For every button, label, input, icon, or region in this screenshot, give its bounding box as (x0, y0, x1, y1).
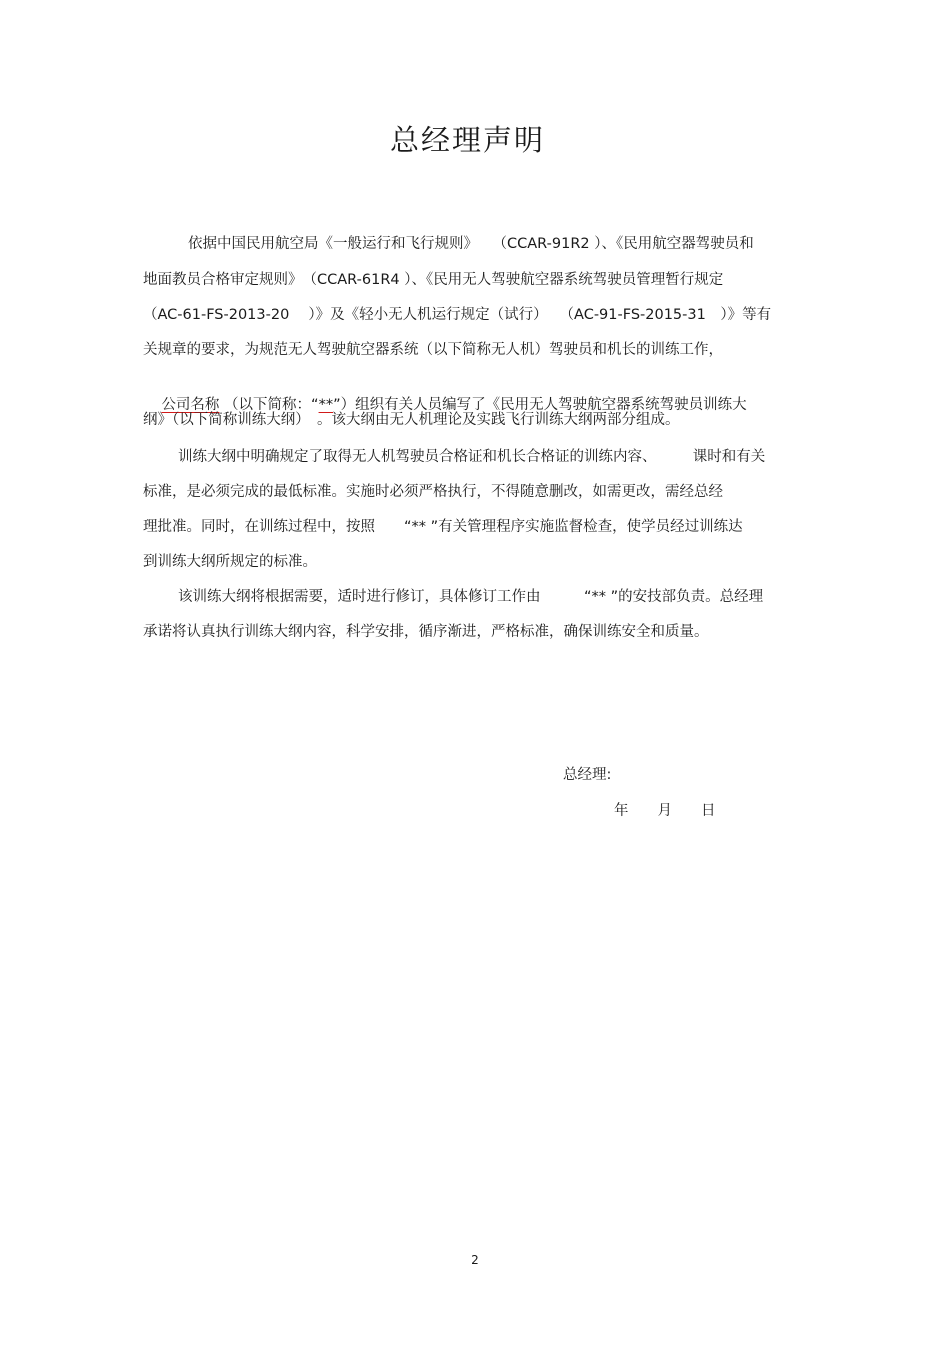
paragraph-1-line-2: 地面教员合格审定规则》 （CCAR-61R4 ）、《民用无人驾驶航空器系统驾驶员管理暂行规定 (143, 272, 724, 288)
paragraph-3-line-2: 承诺将认真执行训练大纲内容，科学安排，循序渐进，严格标准，确保训练安全和质量。 (143, 624, 709, 640)
short-name-prefix: （以下简称：“ (224, 397, 319, 413)
page-number: 2 (471, 1253, 479, 1267)
signature-label: 总经理: (563, 767, 612, 783)
paragraph-3-line-1: 该训练大纲将根据需要，适时进行修订，具体修订工作由 “** ”的安技部负责。总经理 (178, 589, 764, 605)
paragraph-1-line-6: 纲》（以下简称训练大纲） 。该大纲由无人机理论及实践飞行训练大纲两部分组成。 (143, 412, 680, 428)
paragraph-2-line-2: 标准，是必须完成的最低标准。实施时必须严格执行，不得随意删改，如需更改，需经总经 (143, 484, 723, 500)
short-name-suffix: ”）组织有关人员编写了《民用无人驾驶航空器系统驾驶员训练大 (333, 397, 747, 413)
paragraph-2-line-3: 理批准。同时，在训练过程中，按照 “** ”有关管理程序实施监督检查，使学员经过训练达 (143, 519, 743, 535)
paragraph-2-line-1: 训练大纲中明确规定了取得无人机驾驶员合格证和机长合格证的训练内容、 课时和有关 (178, 449, 766, 465)
paragraph-1-line-1: 依据中国民用航空局《一般运行和飞行规则》 （CCAR-91R2 ）、《民用航空器驾驶员和 (188, 236, 754, 252)
date-line: 年 月 日 (614, 803, 716, 819)
paragraph-1-line-4: 关规章的要求，为规范无人驾驶航空器系统（以下简称无人机）驾驶员和机长的训练工作， (143, 342, 723, 358)
page-title: 总经理声明 (389, 123, 545, 157)
company-name-placeholder: 公司名称 (161, 397, 220, 413)
paragraph-2-line-4: 到训练大纲所规定的标准。 (143, 554, 317, 570)
short-name-placeholder: ** (318, 397, 334, 413)
paragraph-1-line-3: （AC-61-FS-2013-20 ）》及《轻小无人机运行规定（试行） （AC-91-FS-2015-31 ）》等有 (143, 307, 772, 323)
